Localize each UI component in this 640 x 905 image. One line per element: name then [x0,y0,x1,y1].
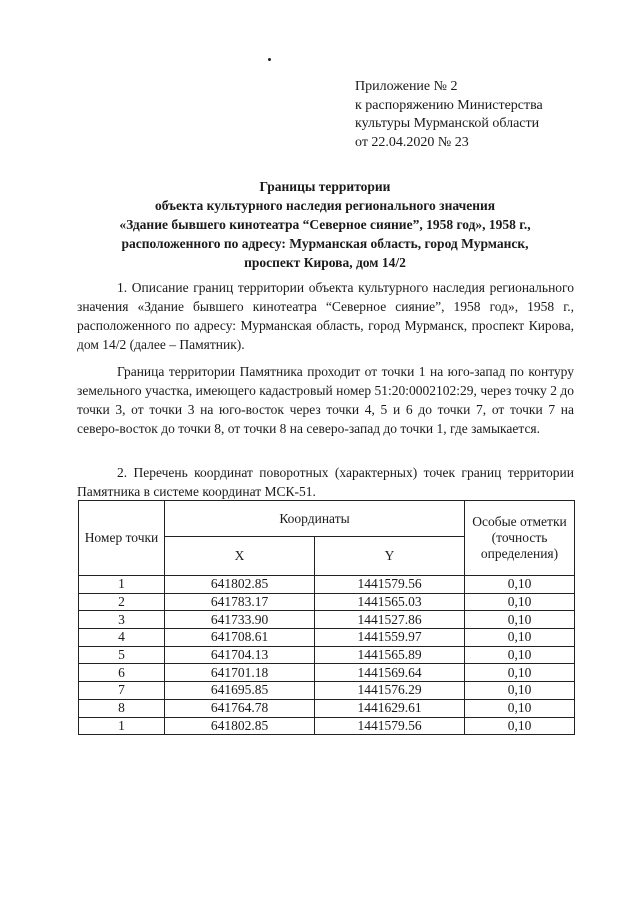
point-number-cell: 7 [79,682,165,700]
y-coordinate-cell: 1441559.97 [315,629,465,647]
appendix-line-1: Приложение № 2 [355,79,458,94]
x-coordinate-cell: 641802.85 [165,576,315,594]
y-coordinate-cell: 1441576.29 [315,682,465,700]
x-coordinate-cell: 641708.61 [165,629,315,647]
header-y: Y [315,537,465,576]
accuracy-cell: 0,10 [465,699,575,717]
accuracy-cell: 0,10 [465,611,575,629]
point-number-cell: 1 [79,717,165,735]
x-coordinate-cell: 641695.85 [165,682,315,700]
point-number-cell: 1 [79,576,165,594]
header-x: X [165,537,315,576]
y-coordinate-cell: 1441579.56 [315,576,465,594]
x-coordinate-cell: 641704.13 [165,646,315,664]
y-coordinate-cell: 1441579.56 [315,717,465,735]
title-line-2: объекта культурного наследия регионального значения [154,198,496,213]
y-coordinate-cell: 1441569.64 [315,664,465,682]
x-coordinate-cell: 641783.17 [165,593,315,611]
point-number-cell: 2 [79,593,165,611]
table-row [79,699,575,717]
appendix-line-4: от 22.04.2020 № 23 [355,134,469,150]
document-title [60,177,590,272]
table-row [79,646,575,664]
section-2-heading: 2. Перечень координат поворотных (характерных) точек границ территории Памятника в системе координат МСК-51. [77,465,574,499]
coordinates-table-body [79,576,575,735]
table-row [79,593,575,611]
accuracy-cell: 0,10 [465,576,575,594]
point-number-cell: 3 [79,611,165,629]
y-coordinate-cell: 1441565.03 [315,593,465,611]
appendix-header [355,78,543,152]
y-coordinate-cell: 1441565.89 [315,646,465,664]
point-number-cell: 5 [79,646,165,664]
point-number-cell: 6 [79,664,165,682]
header-notes: Особые отметки (точность определения) [465,501,575,576]
table-row [79,682,575,700]
header-coordinates: Координаты [165,501,465,537]
point-number-cell: 4 [79,629,165,647]
appendix-line-3: культуры Мурманской области [355,116,540,131]
accuracy-cell: 0,10 [465,629,575,647]
table-row [79,611,575,629]
table-row [79,629,575,647]
x-coordinate-cell: 641764.78 [165,699,315,717]
y-coordinate-cell: 1441527.86 [315,611,465,629]
y-coordinate-cell: 1441629.61 [315,699,465,717]
coordinates-table [78,500,575,735]
header-point-number: Номер точки [79,501,165,576]
title-line-5: проспект Кирова, дом 14/2 [244,255,406,270]
section-1-description: 1. Описание границ территории объекта культурного наследия регионального значения «Здание бывшего кинотеатра “Северное сияние”, 1958 год», 1958 г., расположенного по адресу: Мурманская область, город Мурманск, проспект Кирова, дом 14/2 (далее – Памятник). [77,280,574,352]
boundary-description: Граница территории Памятника проходит от точки 1 на юго-запад по контуру земельного участка, имеющего кадастровый номер 51:20:0002102:29, через точку 2 до точки 3, от точки 3 на юго-восток через точки 4, 5 и 6 до точки 7, от точки 7 на северо-восток до точки 8, от точки 8 на северо-запад до точки 1, где замыкается. [77,364,574,436]
accuracy-cell: 0,10 [465,664,575,682]
x-coordinate-cell: 641802.85 [165,717,315,735]
title-line-3: «Здание бывшего кинотеатра “Северное сияние”, 1958 год», 1958 г., [119,217,531,232]
x-coordinate-cell: 641733.90 [165,611,315,629]
accuracy-cell: 0,10 [465,593,575,611]
title-line-4: расположенного по адресу: Мурманская область, город Мурманск, [121,236,529,251]
table-row [79,717,575,735]
appendix-line-2: к распоряжению Министерства [355,97,543,113]
title-line-1: Границы территории [259,179,391,194]
point-number-cell: 8 [79,699,165,717]
table-row [79,664,575,682]
table-row [79,576,575,594]
scan-dot-mark [268,58,271,61]
x-coordinate-cell: 641701.18 [165,664,315,682]
accuracy-cell: 0,10 [465,646,575,664]
accuracy-cell: 0,10 [465,682,575,700]
accuracy-cell: 0,10 [465,717,575,735]
